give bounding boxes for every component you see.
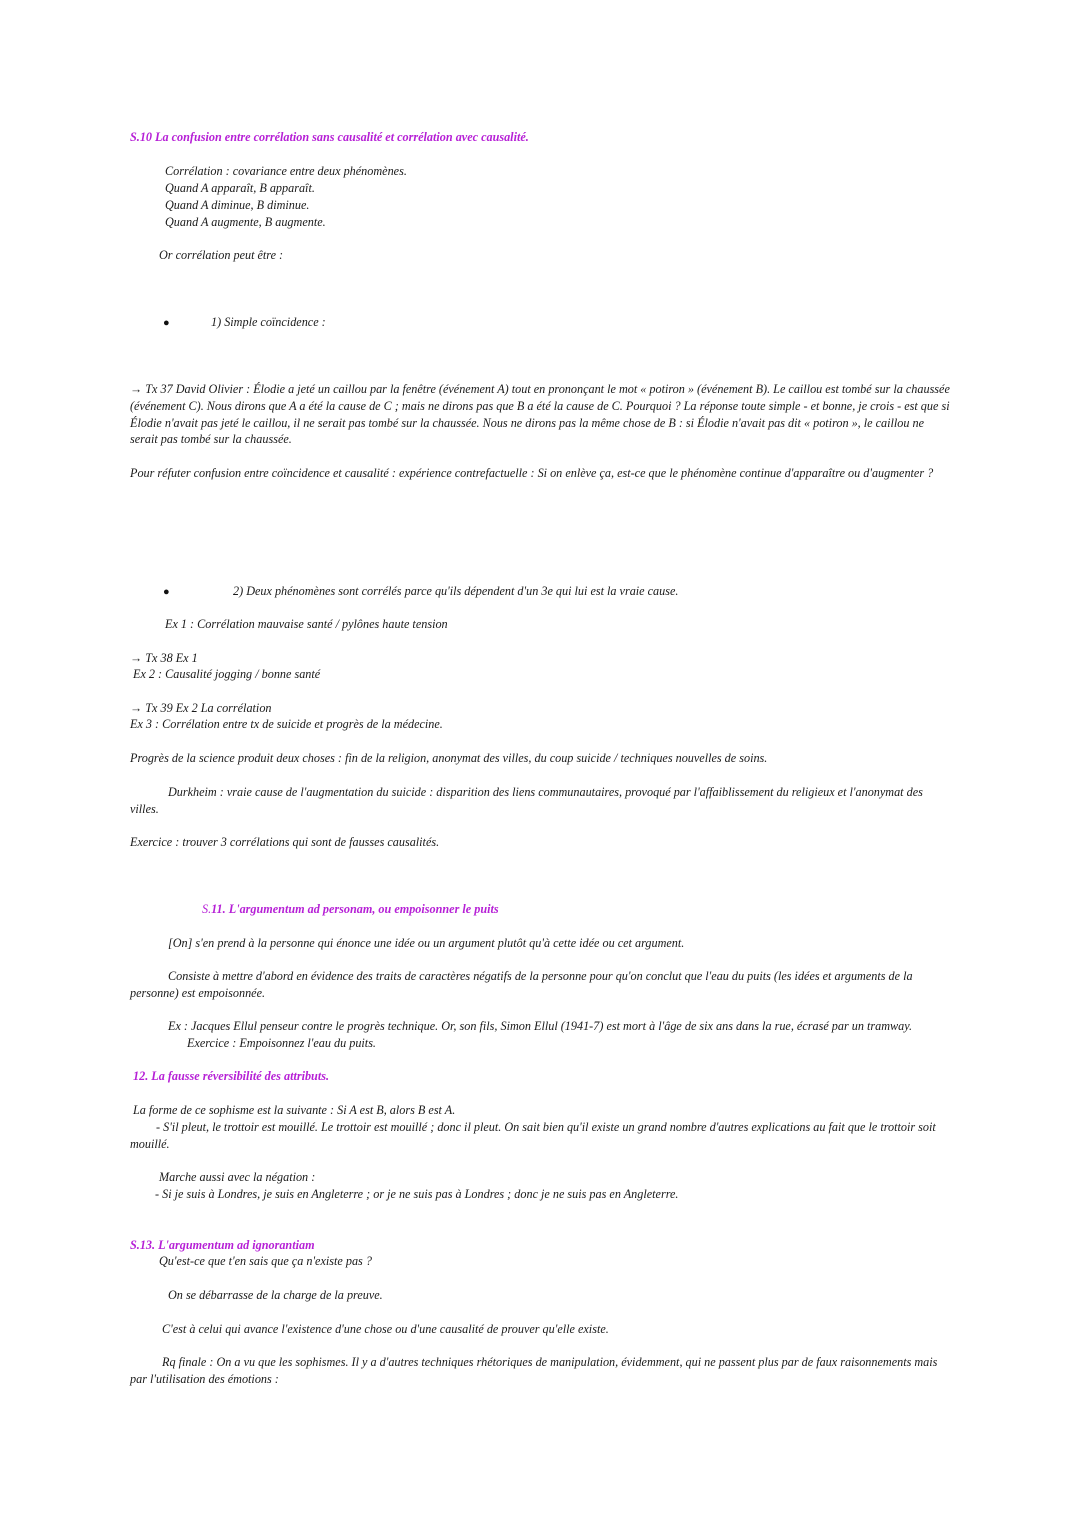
s10-bullet-third-cause: 2) Deux phénomènes sont corrélés parce qu'ils dépendent d'un 3e qui lui est la vraie cause. [233, 584, 679, 598]
s11-heading [202, 901, 802, 918]
s10-example-2: Ex 2 : Causalité jogging / bonne santé [133, 667, 321, 681]
s10-bullet-coincidence: 1) Simple coïncidence : [211, 315, 326, 329]
s10-definition-line: Quand A apparaît, B apparaît. [165, 181, 315, 195]
s11-paragraph-1: [On] s'en prend à la personne qui énonce une idée ou un argument plutôt qu'à cette idée ou cet argument. [168, 936, 685, 950]
s13-rq-finale: Rq finale : On a vu que les sophismes. Il y a d'autres techniques rhétoriques de manipulation, évidemment, qui ne passent plus par de faux raisonnements mais par l'utilisation des émotions : [130, 1355, 938, 1386]
s10-exercice: Exercice : trouver 3 corrélations qui sont de fausses causalités. [130, 835, 440, 849]
s10-definition-line: Quand A augmente, B augmente. [165, 215, 326, 229]
s13-celui: C'est à celui qui avance l'existence d'une chose ou d'une causalité de prouver qu'elle existe. [162, 1322, 609, 1336]
s13-heading: S.13. L'argumentum ad ignorantiam [130, 1238, 315, 1252]
s10-tx37-paragraph: → Tx 37 David Olivier : Élodie a jeté un caillou par la fenêtre (événement A) tout en prononçant le mot « potiron » (événement B). Le caillou est tombé sur la chaussée (événement C). Nous dirons que A a été la cause de C ; mais ne dirons pas que B a été la cause de C. Pourquoi ? La réponse toute simple - et bonne, je crois - est que si Élodie n'avait pas jeté le caillou, il ne serait pas tombé sur la chaussée. Nous ne dirons pas la même chose de B : si Élodie n'avait pas dit « potiron », le caillou ne serait pas tombé sur la chaussée. [130, 382, 950, 447]
s10-progres-paragraph: Progrès de la science produit deux choses : fin de la religion, anonymat des villes, du coup suicide / techniques nouvelles de soins. [130, 751, 768, 765]
s10-definition-line: Corrélation : covariance entre deux phénomènes. [165, 164, 407, 178]
s12-pluie-example: - S'il pleut, le trottoir est mouillé. Le trottoir est mouillé ; donc il pleut. On sait bien qu'il existe un grand nombre d'autres explications au fait que le trottoir soit mouillé. [130, 1120, 936, 1151]
s12-heading: 12. La fausse réversibilité des attributs. [133, 1069, 330, 1083]
s11-heading-text: 11. L'argumentum ad personam, ou empoisonner le puits [211, 902, 499, 916]
s10-or-line: Or corrélation peut être : [159, 248, 284, 262]
s11-example: Ex : Jacques Ellul penseur contre le progrès technique. Or, son fils, Simon Ellul (1941-7) est mort à l'âge de six ans dans la rue, écrasé par un tramway. [168, 1019, 913, 1033]
bullet-dot-icon: ● [163, 586, 170, 598]
s10-tx38: → Tx 38 Ex 1 [130, 651, 198, 665]
s10-heading: S.10 La confusion entre corrélation sans causalité et corrélation avec causalité. [130, 130, 529, 144]
s11-heading-prefix: S. [202, 902, 212, 916]
s11-exercice: Exercice : Empoisonnez l'eau du puits. [187, 1036, 376, 1050]
s10-example-1: Ex 1 : Corrélation mauvaise santé / pylônes haute tension [165, 617, 448, 631]
s12-londres-example: - Si je suis à Londres, je suis en Angleterre ; or je ne suis pas à Londres ; donc je ne suis pas en Angleterre. [155, 1187, 679, 1201]
s11-paragraph-2: Consiste à mettre d'abord en évidence des traits de caractères négatifs de la personne pour qu'on conclut que l'eau du puits (les idées et arguments de la personne) est empoisonnée. [130, 969, 913, 1000]
s10-refuter-paragraph: Pour réfuter confusion entre coïncidence et causalité : expérience contrefactuelle : Si on enlève ça, est-ce que le phénomène continue d'apparaître ou d'augmenter ? [130, 466, 934, 480]
s13-charge: On se débarrasse de la charge de la preuve. [168, 1288, 383, 1302]
s12-negation: Marche aussi avec la négation : [159, 1170, 316, 1184]
s12-forme: La forme de ce sophisme est la suivante : Si A est B, alors B est A. [133, 1103, 456, 1117]
bullet-dot-icon: ● [163, 317, 170, 329]
s10-definition-line: Quand A diminue, B diminue. [165, 198, 310, 212]
s10-tx39: → Tx 39 Ex 2 La corrélation [130, 701, 272, 715]
s13-question: Qu'est-ce que t'en sais que ça n'existe pas ? [159, 1254, 372, 1268]
s10-durkheim-paragraph: Durkheim : vraie cause de l'augmentation du suicide : disparition des liens communautaires, provoqué par l'affaiblissement du religieux et l'anonymat des villes. [130, 785, 923, 816]
s10-example-3: Ex 3 : Corrélation entre tx de suicide et progrès de la médecine. [130, 717, 443, 731]
